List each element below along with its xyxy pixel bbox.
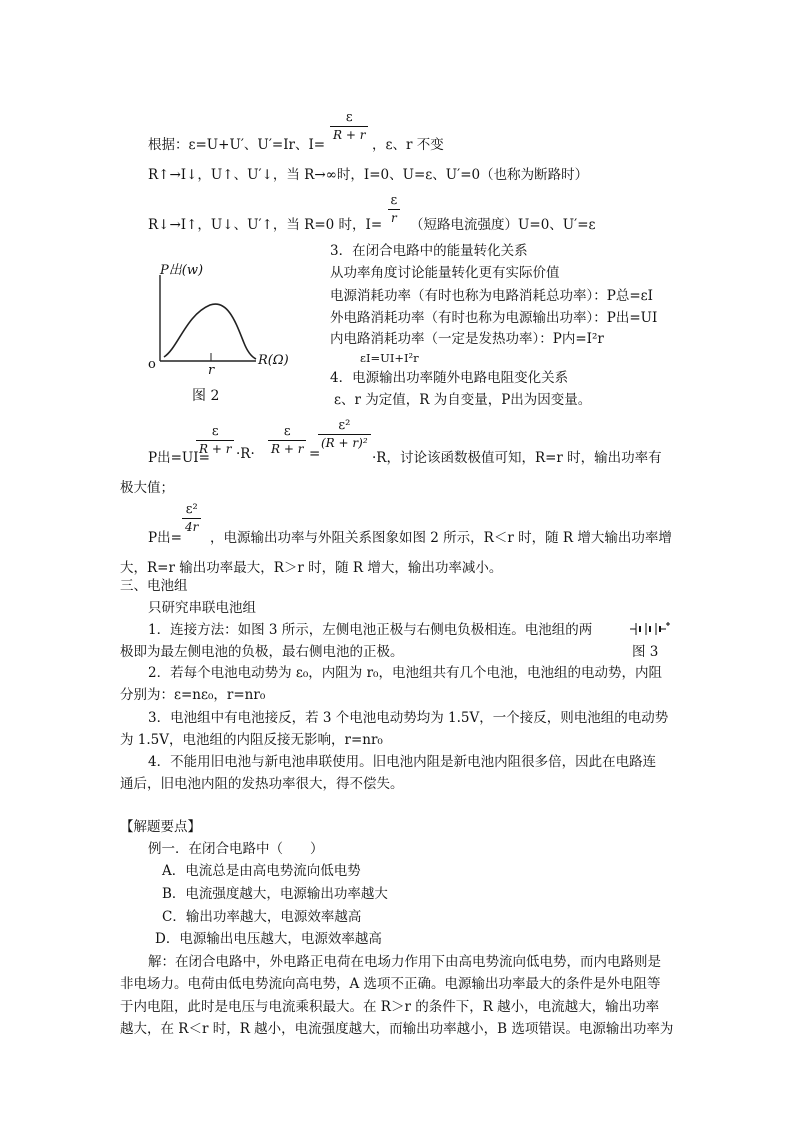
- r-decrease-pre: R↓→I↑，U↓、U′↑，当 R=0 时，I=: [148, 217, 383, 233]
- basis-label: 根据：: [148, 137, 189, 153]
- max-frac: [182, 502, 201, 535]
- answer-line4: 越大，在 R＜r 时，R 越小，电流强度越大，而输出功率越小，B 选项错误。电源输出功率为: [120, 1021, 674, 1037]
- battery-p4a: 4．不能用旧电池与新电池串联使用。旧电池内阻是新电池内阻很多倍，因此在电路连: [148, 754, 657, 770]
- power-eq-line2: 极大值；: [120, 480, 174, 496]
- battery-p2b: 分别为：ε=nε₀，r=nr₀: [120, 687, 266, 703]
- short-current-fraction: [388, 193, 400, 226]
- y-axis-label: P出(w): [160, 263, 204, 278]
- power-eq-tail: ·R，讨论该函数极值可知，R=r 时，输出功率有: [372, 450, 662, 466]
- power-resistance-graph: [148, 253, 330, 413]
- max-eq-line2: 大，R=r 输出功率最大，R＞r 时，随 R 增大，输出功率减小。: [120, 560, 503, 576]
- r-increase-line: R↑→I↓，U↑、U′↓，当 R→∞时，I=0、U=ε、U′=0（也称为断路时）: [148, 167, 589, 183]
- battery-p1a: 1．连接方法：如图 3 所示，左侧电池正极与右侧电负极相连。电池组的两: [148, 622, 593, 638]
- power-frac2-num: ε: [283, 424, 291, 439]
- power-frac1: [196, 424, 234, 457]
- example-question: 例一．在闭合电路中（ ）: [148, 841, 324, 857]
- max-frac-num: ε²: [185, 502, 198, 517]
- battery-sub: 只研究串联电池组: [148, 600, 256, 616]
- solution-heading: 【解题要点】: [120, 819, 201, 835]
- energy-line6: ε、r 为定值，R 为自变量，P出为因变量。: [334, 392, 592, 408]
- current-fraction-denominator: R + r: [330, 126, 368, 143]
- energy-line1: 从功率角度讨论能量转化更有实际价值: [330, 265, 560, 281]
- r-tick-label: r: [208, 363, 215, 378]
- power-eq-lhs: P出=UI=: [148, 450, 210, 466]
- energy-line4: 内电路消耗功率（一定是发热功率）：P内=I²r: [330, 331, 604, 347]
- option-a: A．电流总是由高电势流向低电势: [162, 863, 361, 879]
- battery-p4b: 通后，旧电池内阻的发热功率很大，得不偿失。: [120, 776, 404, 792]
- option-c: C．输出功率越大，电源效率越高: [162, 909, 362, 925]
- power-frac2: [268, 424, 306, 457]
- origin-label: o: [148, 357, 156, 372]
- power-frac3-den: (R + r)²: [318, 434, 371, 451]
- max-eq-tail: ，电源输出功率与外阻关系图象如图 2 所示，R＜r 时，随 R 增大输出功率增: [210, 530, 672, 546]
- power-frac3: [318, 418, 371, 451]
- power-frac2-den: R + r: [268, 440, 306, 457]
- short-fraction-numerator: ε: [390, 193, 398, 208]
- x-axis-label: R(Ω): [258, 353, 289, 368]
- battery-p2a: 2．若每个电池电动势为 ε₀，内阻为 r₀，电池组共有几个电池，电池组的电动势，内阻: [148, 665, 662, 681]
- current-fraction-numerator: ε: [345, 110, 353, 125]
- answer-line2: 非电场力。电荷由低电势流向高电势，A 选项不正确。电源输出功率最大的条件是外电阻等: [120, 976, 661, 992]
- answer-line3: 于内电阻，此时是电压与电流乘积最大。在 R＞r 的条件下，R 越小，电流越大，输出功率: [120, 999, 660, 1015]
- basis-relations: ε=U+U′、U′=Ir、I=: [188, 137, 326, 153]
- short-fraction-denominator: r: [388, 209, 400, 226]
- power-eq-equals: =: [309, 446, 321, 462]
- basis-line: [148, 133, 325, 153]
- basis-tail: ，ε、r 不变: [372, 137, 444, 153]
- answer-line1: 解：在闭合电路中，外电路正电荷在电场力作用下由高电势流向低电势，而内电路则是: [148, 954, 661, 970]
- energy-line5: εI=UI+I²r: [360, 351, 419, 365]
- max-frac-den: 4r: [182, 518, 201, 535]
- power-frac1-den: R + r: [196, 440, 234, 457]
- figure3-caption: 图 3: [632, 644, 659, 660]
- power-eq-mid: ·R·: [236, 446, 255, 462]
- section4-heading: 4．电源输出功率随外电路电阻变化关系: [330, 370, 569, 386]
- power-frac3-num: ε²: [338, 418, 351, 433]
- option-b: B．电流强度越大，电源输出功率越大: [162, 886, 388, 902]
- power-frac1-num: ε: [211, 424, 219, 439]
- current-fraction: [330, 110, 368, 143]
- battery-p3a: 3．电池组中有电池接反，若 3 个电池电动势均为 1.5V，一个接反，则电池组的电动势: [148, 710, 669, 726]
- energy-line2: 电源消耗功率（有时也称为电路消耗总功率）：P总=εI: [330, 288, 653, 304]
- r-decrease-post: （短路电流强度）U=0、U′=ε: [410, 217, 596, 233]
- energy-heading: 3．在闭合电路中的能量转化关系: [330, 243, 528, 259]
- power-curve: [164, 304, 256, 359]
- option-d: D．电源输出电压越大，电源效率越高: [155, 931, 382, 947]
- figure2-caption: 图 2: [192, 388, 220, 404]
- battery-p1b: 极即为最左侧电池的负极，最右侧电池的正极。: [120, 644, 404, 660]
- battery-heading: 三、电池组: [120, 578, 188, 594]
- battery-p3b: 为 1.5V，电池组的内阻反接无影响，r=nr₀: [120, 732, 383, 748]
- energy-line3: 外电路消耗功率（有时也称为电源输出功率）：P出=UI: [330, 310, 658, 326]
- max-eq-lhs: P出=: [148, 530, 182, 546]
- battery-series-icon: [628, 620, 672, 638]
